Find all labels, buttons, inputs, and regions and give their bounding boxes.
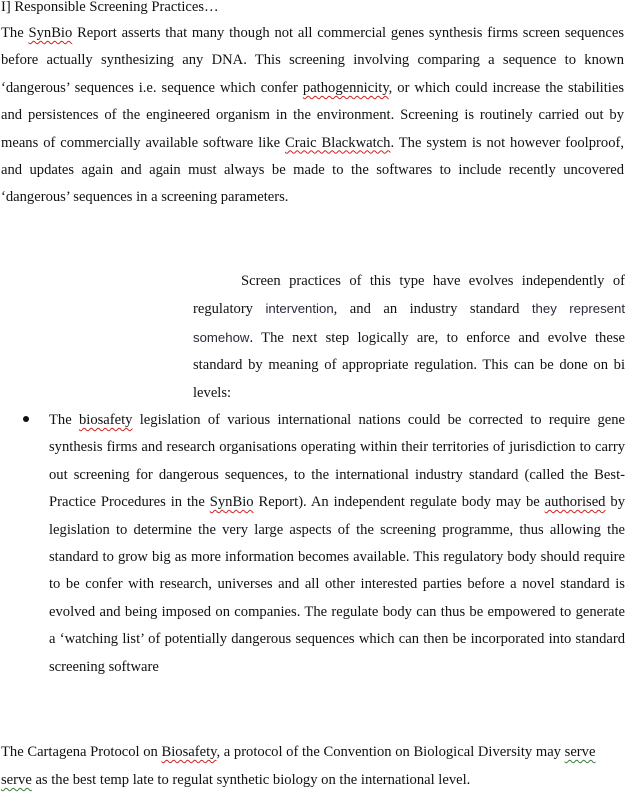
text-run: by legislation to determine the very large aspects of the screening programme, thus allowing the standard to grow big as more information becomes available. This regulatory body should require to be confer with research, universes and all other interested parties before a novel standard is evolved and being imposed on companies. The regulate body can thus be empowered to generate a ‘watching list’ of potentially dangerous sequences which can then be incorporated into standard screening software: [49, 494, 625, 675]
text-run: The: [1, 25, 29, 41]
grammar-flag-serve-serve: serve serve: [1, 744, 596, 788]
text-run: , or which could increase the stabilities and persistences of the engineered organism in the environment. Screening is routinely carried out by means of commercially available software like: [1, 79, 624, 151]
text-run: The: [49, 412, 79, 428]
section-heading: I] Responsible Screening Practices…: [1, 0, 219, 15]
text-run: . The system is not however foolproof, and updates again and again must always be made to the softwares to include recently uncovered ‘dangerous’ sequences in a screening parameters.: [1, 134, 624, 206]
text-run: . The next step logically are, to enforce and evolve these standard by meaning of appropriate regulation. This can be done on bi levels:: [193, 329, 625, 401]
spelling-flag-synbio: SynBio: [209, 494, 254, 511]
text-run: Report asserts that many though not all commercial genes synthesis firms screen sequences before actually synthesizing any DNA. This screening involving comparing a sequence to known ‘dangerous’ sequences i.e. sequence which confer: [1, 25, 624, 96]
intro-paragraph: [1, 20, 624, 212]
spelling-flag-craic-blackwatch: Craic Blackwatch: [285, 134, 391, 151]
indented-paragraph: [193, 268, 625, 407]
text-run: legislation of various international nations could be corrected to require gene synthesis firms and research organisations operating within their territories of jurisdiction to carry out screening for dangerous sequences, to the international industry standard (called the Best-Practice Procedures in the: [49, 412, 625, 511]
spelling-flag-authorised: authorised: [544, 494, 606, 511]
text-run: The Cartagena Protocol on: [1, 744, 162, 760]
text-run: , and an industry standard: [333, 301, 532, 318]
closing-paragraph: [1, 738, 626, 794]
bullet-text: [49, 407, 625, 681]
bullet-icon: [23, 416, 29, 422]
spelling-flag-synbio: SynBio: [28, 25, 73, 41]
text-run: Screen practices of this type have evolves independently of regulatory: [193, 273, 625, 318]
spelling-flag-biosafety: biosafety: [78, 412, 133, 428]
spelling-flag-biosafety: Biosafety: [161, 744, 217, 760]
text-run: , a protocol of the Convention on Biological Diversity may: [216, 744, 565, 760]
sans-text-run: intervention: [265, 301, 334, 317]
sans-text-run: they represent somehow: [193, 301, 625, 345]
text-run: Report). An independent regulate body may be: [253, 494, 545, 511]
spelling-flag-pathogennicity: pathogennicity: [302, 79, 389, 96]
text-run: as the best temp late to regulat synthetic biology on the international level.: [31, 772, 471, 788]
